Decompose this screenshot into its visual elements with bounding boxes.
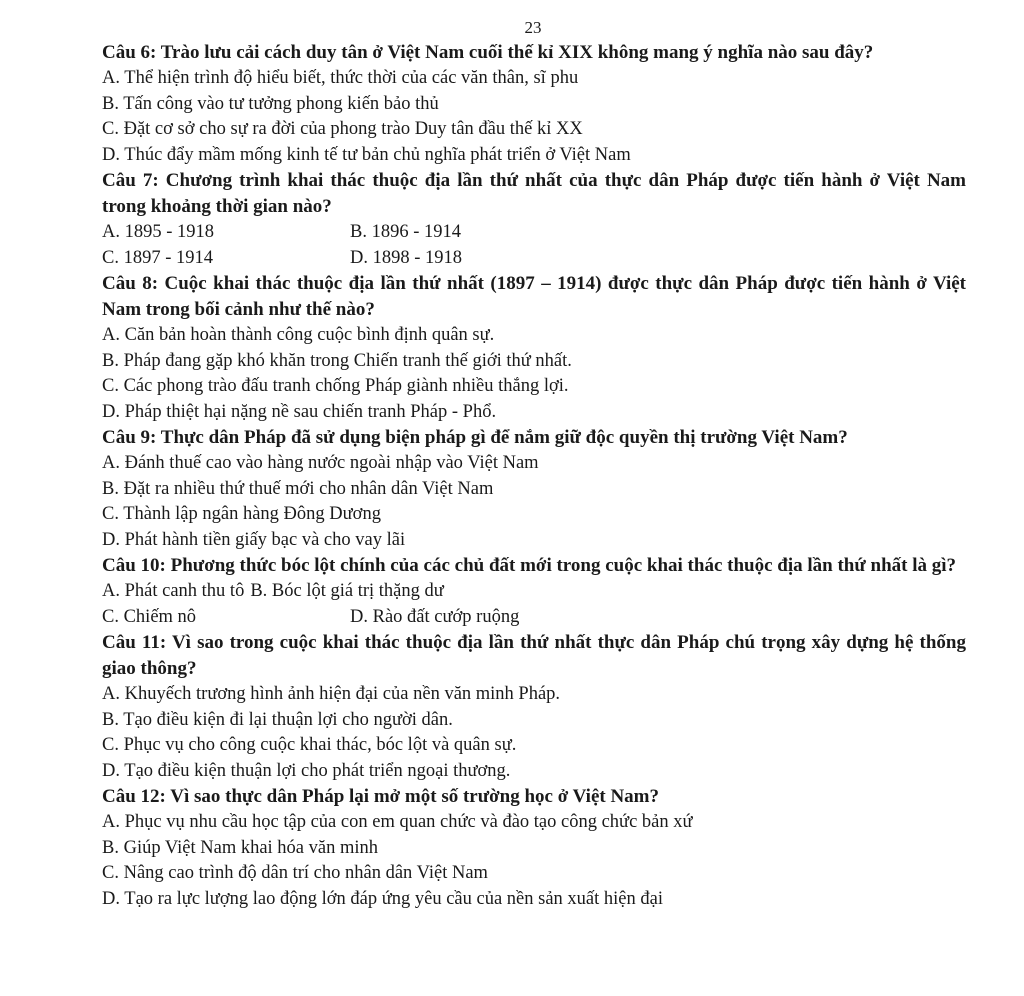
question-title: Câu 11: Vì sao trong cuộc khai thác thuộc địa lần thứ nhất thực dân Pháp chú trọng xây dựng hệ thống giao thông? [102, 632, 966, 679]
question-title: Câu 10: Phương thức bóc lột chính của các chủ đất mới trong cuộc khai thác thuộc địa lần thứ nhất là gì? [102, 555, 957, 576]
answer-option-c: C. Các phong trào đấu tranh chống Pháp giành nhiều thắng lợi. [102, 376, 569, 396]
question-11 [102, 630, 966, 784]
question-6 [102, 40, 966, 168]
answer-option-b: B. Pháp đang gặp khó khăn trong Chiến tranh thế giới thứ nhất. [102, 350, 572, 371]
answer-option-b: B. Tấn công vào tư tưởng phong kiến bảo thủ [102, 93, 439, 114]
answer-option-b: B. Tạo điều kiện đi lại thuận lợi cho người dân. [102, 709, 453, 730]
answer-option-a: A. 1895 - 1918 [102, 222, 215, 242]
answer-option-c: C. Chiếm nô [102, 606, 197, 627]
question-title: Câu 9: Thực dân Pháp đã sử dụng biện pháp gì để nắm giữ độc quyền thị trường Việt Nam? [102, 427, 848, 448]
answer-row [102, 220, 966, 246]
question-12 [102, 784, 966, 912]
answer-option-a: A. Căn bản hoàn thành công cuộc bình định quân sự. [102, 325, 495, 345]
question-title: Câu 6: Trào lưu cải cách duy tân ở Việt Nam cuối thế kỉ XIX không mang ý nghĩa nào sau đây? [102, 42, 874, 63]
question-list [102, 40, 966, 912]
answer-option-c: C. 1897 - 1914 [102, 247, 213, 268]
answer-option-d: D. Rào đất cướp ruộng [350, 606, 520, 627]
question-8 [102, 271, 966, 425]
answer-option-b: B. Bóc lột giá trị thặng dư [250, 581, 444, 601]
question-title: Câu 8: Cuộc khai thác thuộc địa lần thứ nhất (1897 – 1914) được thực dân Pháp được tiến hành ở Việt Nam trong bối cảnh như thế nào? [102, 273, 966, 320]
answer-option-b: B. Giúp Việt Nam khai hóa văn minh [102, 837, 379, 858]
answer-option-a: A. Phát canh thu tô [102, 581, 245, 601]
answer-row [102, 246, 966, 272]
answer-option-a: A. Đánh thuế cao vào hàng nước ngoài nhập vào Việt Nam [102, 453, 539, 473]
answer-option-a: A. Thể hiện trình độ hiểu biết, thức thời của các văn thân, sĩ phu [102, 68, 579, 88]
answer-option-d: D. 1898 - 1918 [350, 247, 463, 268]
question-title: Câu 12: Vì sao thực dân Pháp lại mở một số trường học ở Việt Nam? [102, 786, 660, 807]
question-title: Câu 7: Chương trình khai thác thuộc địa lần thứ nhất của thực dân Pháp được tiến hành ở Việt Nam trong khoảng thời gian nào? [102, 170, 966, 217]
answer-option-d: D. Tạo ra lực lượng lao động lớn đáp ứng yêu cầu của nền sản xuất hiện đại [102, 888, 663, 909]
answer-option-b: B. Đặt ra nhiều thứ thuế mới cho nhân dân Việt Nam [102, 478, 494, 499]
answer-row [102, 579, 966, 605]
page-number: 23 [524, 18, 542, 37]
answer-row [102, 605, 966, 631]
answer-option-a: A. Khuyếch trương hình ảnh hiện đại của nền văn minh Pháp. [102, 684, 561, 704]
answer-option-c: C. Phục vụ cho công cuộc khai thác, bóc lột và quân sự. [102, 735, 517, 755]
answer-option-d: D. Phát hành tiền giấy bạc và cho vay lãi [102, 529, 406, 550]
question-9 [102, 425, 966, 553]
answer-option-d: D. Pháp thiệt hại nặng nề sau chiến tranh Pháp - Phổ. [102, 401, 497, 422]
answer-option-b: B. 1896 - 1914 [350, 222, 461, 242]
answer-option-c: C. Thành lập ngân hàng Đông Dương [102, 504, 381, 524]
answer-option-d: D. Tạo điều kiện thuận lợi cho phát triển ngoại thương. [102, 760, 511, 781]
answer-option-c: C. Nâng cao trình độ dân trí cho nhân dân Việt Nam [102, 863, 488, 883]
answer-option-a: A. Phục vụ nhu cầu học tập của con em quan chức và đào tạo công chức bản xứ [102, 812, 693, 832]
question-10 [102, 553, 966, 630]
answer-option-d: D. Thúc đẩy mầm mống kinh tế tư bản chủ nghĩa phát triển ở Việt Nam [102, 144, 631, 165]
question-7 [102, 168, 966, 271]
answer-option-c: C. Đặt cơ sở cho sự ra đời của phong trào Duy tân đầu thế kỉ XX [102, 119, 583, 139]
